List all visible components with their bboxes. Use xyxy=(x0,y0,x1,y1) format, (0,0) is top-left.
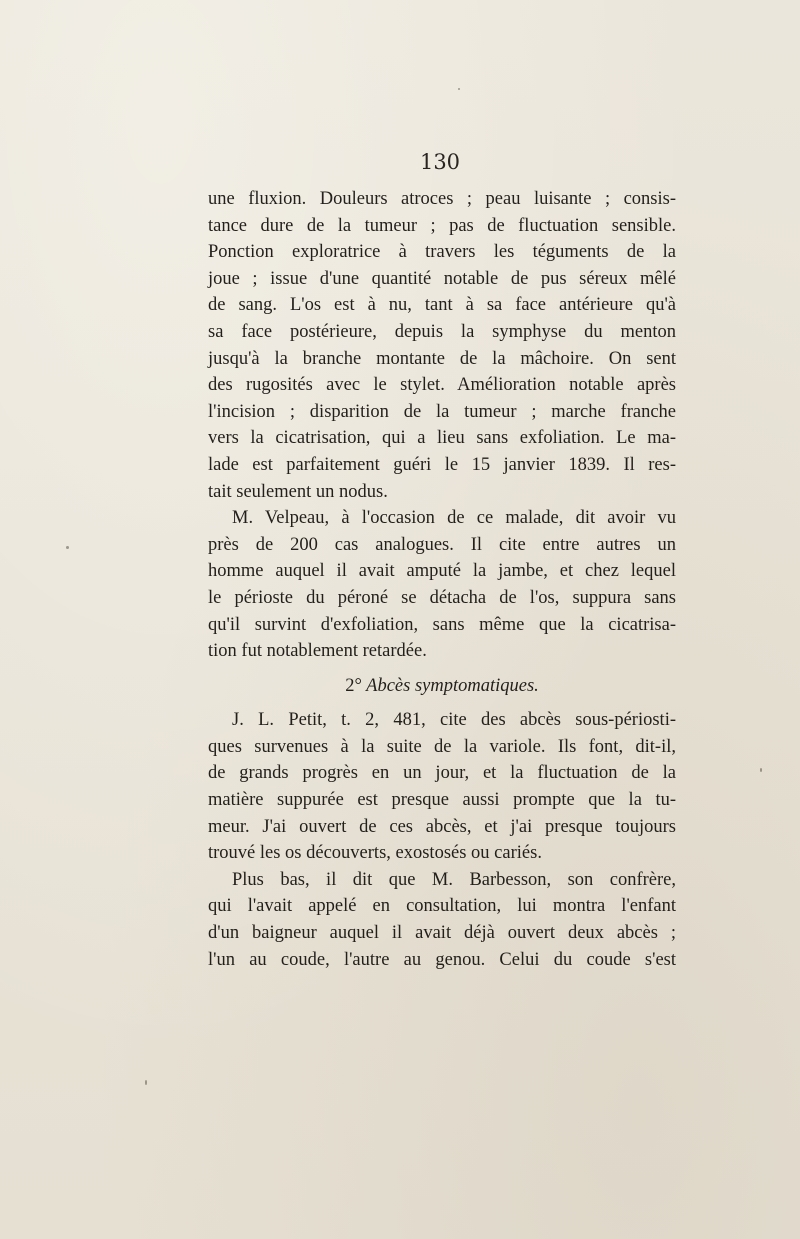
text-line: M. Velpeau, à l'occasion de ce malade, dit avoir vu xyxy=(232,508,676,529)
text-line: homme auquel il avait amputé la jambe, et chez lequel xyxy=(208,561,676,582)
text-line: l'incision ; disparition de la tumeur ; marche franche xyxy=(208,401,676,422)
paper-speck xyxy=(66,546,69,549)
paragraph-3 xyxy=(208,707,676,867)
text-line: Plus bas, il dit que M. Barbesson, son confrère, xyxy=(232,869,676,890)
text-line: l'un au coude, l'autre au genou. Celui du coude s'est xyxy=(208,949,676,970)
text-line: d'un baigneur auquel il avait déjà ouvert deux abcès ; xyxy=(208,923,676,944)
text-line: qu'il survint d'exfoliation, sans même que la cicatrisa- xyxy=(208,614,676,635)
body-text xyxy=(208,186,676,973)
text-line: vers la cicatrisation, qui a lieu sans exfoliation. Le ma- xyxy=(208,428,676,449)
text-line: joue ; issue d'une quantité notable de pus séreux mêlé xyxy=(208,268,676,289)
text-line: de grands progrès en un jour, et la fluctuation de la xyxy=(208,763,676,784)
section-heading xyxy=(208,673,676,700)
text-line: tance dure de la tumeur ; pas de fluctuation sensible. xyxy=(208,215,676,236)
text-line: trouvé les os découverts, exostosés ou cariés. xyxy=(208,843,542,864)
text-line: sa face postérieure, depuis la symphyse du menton xyxy=(208,321,676,342)
text-line: tait seulement un nodus. xyxy=(208,481,388,502)
text-line: le périoste du péroné se détacha de l'os, suppura sans xyxy=(208,587,676,608)
text-line: une fluxion. Douleurs atroces ; peau luisante ; consis- xyxy=(208,189,676,209)
section-title: Abcès symptomatiques. xyxy=(366,675,539,696)
paper-speck xyxy=(760,768,762,772)
text-line: des rugosités avec le stylet. Amélioration notable après xyxy=(208,375,676,396)
page-number: 130 xyxy=(419,150,461,174)
text-line: qui l'avait appelé en consultation, lui montra l'enfant xyxy=(208,896,676,917)
text-line: lade est parfaitement guéri le 15 janvier 1839. Il res- xyxy=(208,454,676,475)
text-line: meur. J'ai ouvert de ces abcès, et j'ai presque toujours xyxy=(208,816,676,837)
paragraph-2 xyxy=(208,505,676,665)
text-line: de sang. L'os est à nu, tant à sa face antérieure qu'à xyxy=(208,295,676,316)
text-line: près de 200 cas analogues. Il cite entre autres un xyxy=(208,534,676,555)
paragraph-1 xyxy=(208,186,676,505)
text-line: ques survenues à la suite de la variole. Ils font, dit-il, xyxy=(208,736,676,757)
text-line: Ponction exploratrice à travers les téguments de la xyxy=(208,242,676,263)
text-line: jusqu'à la branche montante de la mâchoire. On sent xyxy=(208,348,676,369)
paper-speck xyxy=(458,88,460,90)
text-line: matière suppurée est presque aussi prompte que la tu- xyxy=(208,790,676,811)
paragraph-4 xyxy=(208,867,676,973)
paper-speck xyxy=(145,1080,147,1085)
section-number: 2° xyxy=(345,675,362,696)
text-line: J. L. Petit, t. 2, 481, cite des abcès sous-périosti- xyxy=(232,710,676,731)
text-line: tion fut notablement retardée. xyxy=(208,641,427,662)
